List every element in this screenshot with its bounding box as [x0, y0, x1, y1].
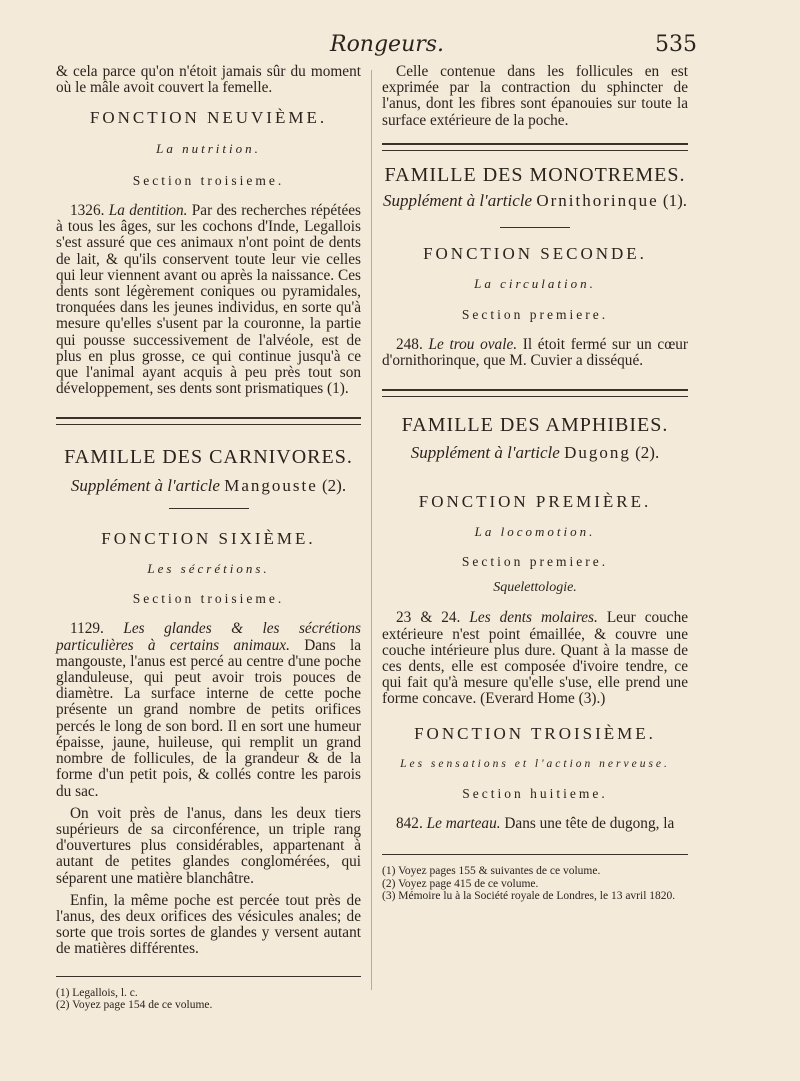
paragraph-248 [382, 337, 688, 369]
supplement-prefix: Supplément à l'article [383, 191, 533, 211]
paragraph-number: 23 & 24. [396, 609, 461, 627]
paragraph-text: Dans une tête de dugong, la [504, 815, 675, 833]
fonction-heading: FONCTION PREMIÈRE. [418, 491, 652, 511]
paragraph: Enfin, la même poche est percée tout près de l'anus, des deux orifices des vésicules anales; de sorte que trois sortes de glandes y versent autant de matières différentes. [56, 891, 361, 958]
subheading: Les sensations et l'action nerveuse. [400, 757, 670, 770]
paragraph-23 [382, 610, 688, 707]
right-intro: Celle contenue dans les follicules en est exprimée par la contraction du sphincter de l'anus, dont les fibres sont épanouies sur toute la surface extérieure de la poche. [382, 63, 688, 129]
supplement-name: Ornithorinque [536, 191, 659, 211]
squelettologie-heading: Squelettologie. [493, 580, 577, 596]
paragraph-lead: La dentition. [108, 202, 188, 220]
supplement-name: Mangouste [224, 475, 318, 495]
footnote: (1) Legallois, l. c. [56, 986, 138, 999]
double-rule [56, 417, 361, 425]
subheading: Les sécrétions. [147, 561, 270, 577]
paragraph-number: 842. [396, 815, 423, 833]
famille-heading: FAMILLE DES CARNIVORES. [64, 446, 353, 469]
paragraph-lead: Le marteau. [426, 815, 501, 833]
paragraph: On voit près de l'anus, dans les deux tiers supérieurs de sa circonférence, un triple rang d'ouvertures plus considérables, appartenant à autant de petites glandes conglomérées, qui séparent une matière blanchâtre. [56, 804, 361, 887]
fonction-heading: FONCTION TROISIÈME. [414, 723, 656, 743]
supplement-line [56, 475, 361, 495]
section-heading: Section premiere. [461, 554, 609, 570]
supplement-line [382, 445, 688, 461]
paragraph-number: 1129. [70, 620, 104, 638]
subheading: La circulation. [474, 276, 596, 292]
supplement-prefix: Supplément à l'article [410, 443, 560, 463]
famille-heading: FAMILLE DES MONOTREMES. [384, 163, 686, 186]
paragraph-lead: Les glandes & les sécrétions particulières à certains animaux. [56, 620, 361, 654]
paragraph-text: Leur couche extérieure n'est point émaillée, & couvre une couche intérieure plus dure. Quant à la masse de ces dents, elle est composée d'ivoire tendre, ce qui fait qu'à mesure qu'elle s'use, elle prend une forme concave. (Everard Home (3).) [382, 609, 689, 708]
paragraph-number: 1326. [70, 202, 105, 220]
page-header [0, 32, 800, 62]
footnote: (1) Voyez pages 155 & suivantes de ce volume. [382, 865, 601, 878]
footnote: (3) Mémoire lu à la Société royale de Londres, le 13 avril 1820. [382, 890, 676, 903]
fonction-heading: FONCTION NEUVIÈME. [89, 108, 328, 128]
supplement-name: Dugong [564, 443, 631, 463]
supplement-line [382, 193, 688, 209]
famille-heading: FAMILLE DES AMPHIBIES. [401, 414, 669, 437]
fonction-heading: FONCTION SECONDE. [423, 244, 647, 264]
subheading: La locomotion. [474, 523, 596, 539]
paragraph-1326 [56, 203, 361, 397]
subheading: La nutrition. [156, 140, 261, 156]
section-heading: Section premiere. [461, 306, 609, 322]
supplement-ref: (1). [662, 191, 687, 211]
section-heading: Section huitieme. [462, 786, 608, 802]
footnote: (2) Voyez page 415 de ce volume. [382, 877, 539, 890]
paragraph-1129 [56, 621, 361, 799]
double-rule [382, 389, 688, 397]
running-title: Rongeurs. [330, 32, 445, 57]
paragraph-text: Il étoit fermé sur un cœur d'ornithorinque, que M. Cuvier a disséqué. [382, 335, 689, 370]
paragraph-text: Dans la mangouste, l'anus est percé au centre d'une poche glanduleuse, qui peut avoir trois pouces de diamètre. La surface interne de cette poche présente un grand nombre de petits orifices percés le long de son bord. Il en sort une humeur épaisse, jaune, huileuse, qui remplit un grand nombre de follicules, de la grandeur & de la forme d'un petit pois, & collés contre les parois du sac. [56, 636, 361, 800]
double-rule [382, 143, 688, 151]
footnote: (2) Voyez page 154 de ce volume. [56, 999, 213, 1012]
paragraph-842 [382, 816, 688, 832]
paragraph-text: Par des recherches répétées à tous les âges, sur les cochons d'Inde, Legallois s'est assuré que ces animaux n'ont point de dents de lait, & qu'ils conservent toute leur vie celles qui leur viennent avant ou après la naissance. Ces dents sont légèrement coniques ou pyramidales, tronquées dans les jeunes individus, en sorte qu'à mesure qu'elles s'usent par la couronne, la partie qui pousse successivement de l'alvéole, est de plus en plus grosse, ce qui continue jusqu'à ce que l'animal ayant acquis à peu près tout son développement, ses dents sont prismatiques (1). [56, 202, 362, 398]
supplement-ref: (2). [322, 475, 347, 495]
column-divider [371, 70, 372, 990]
right-column [382, 64, 688, 903]
supplement-prefix: Supplément à l'article [70, 475, 220, 495]
paragraph-lead: Les dents molaires. [469, 609, 598, 627]
supplement-ref: (2). [635, 443, 660, 463]
paragraph-lead: Le trou ovale. [428, 335, 518, 353]
left-intro: & cela parce qu'on n'étoit jamais sûr du moment où le mâle avoit couvert la femelle. [56, 63, 361, 97]
section-heading: Section troisieme. [132, 172, 285, 188]
section-heading: Section troisieme. [132, 591, 285, 607]
paragraph-number: 248. [396, 335, 423, 353]
fonction-heading: FONCTION SIXIÈME. [101, 528, 316, 548]
page-number: 535 [655, 32, 697, 57]
left-column [56, 64, 361, 1012]
